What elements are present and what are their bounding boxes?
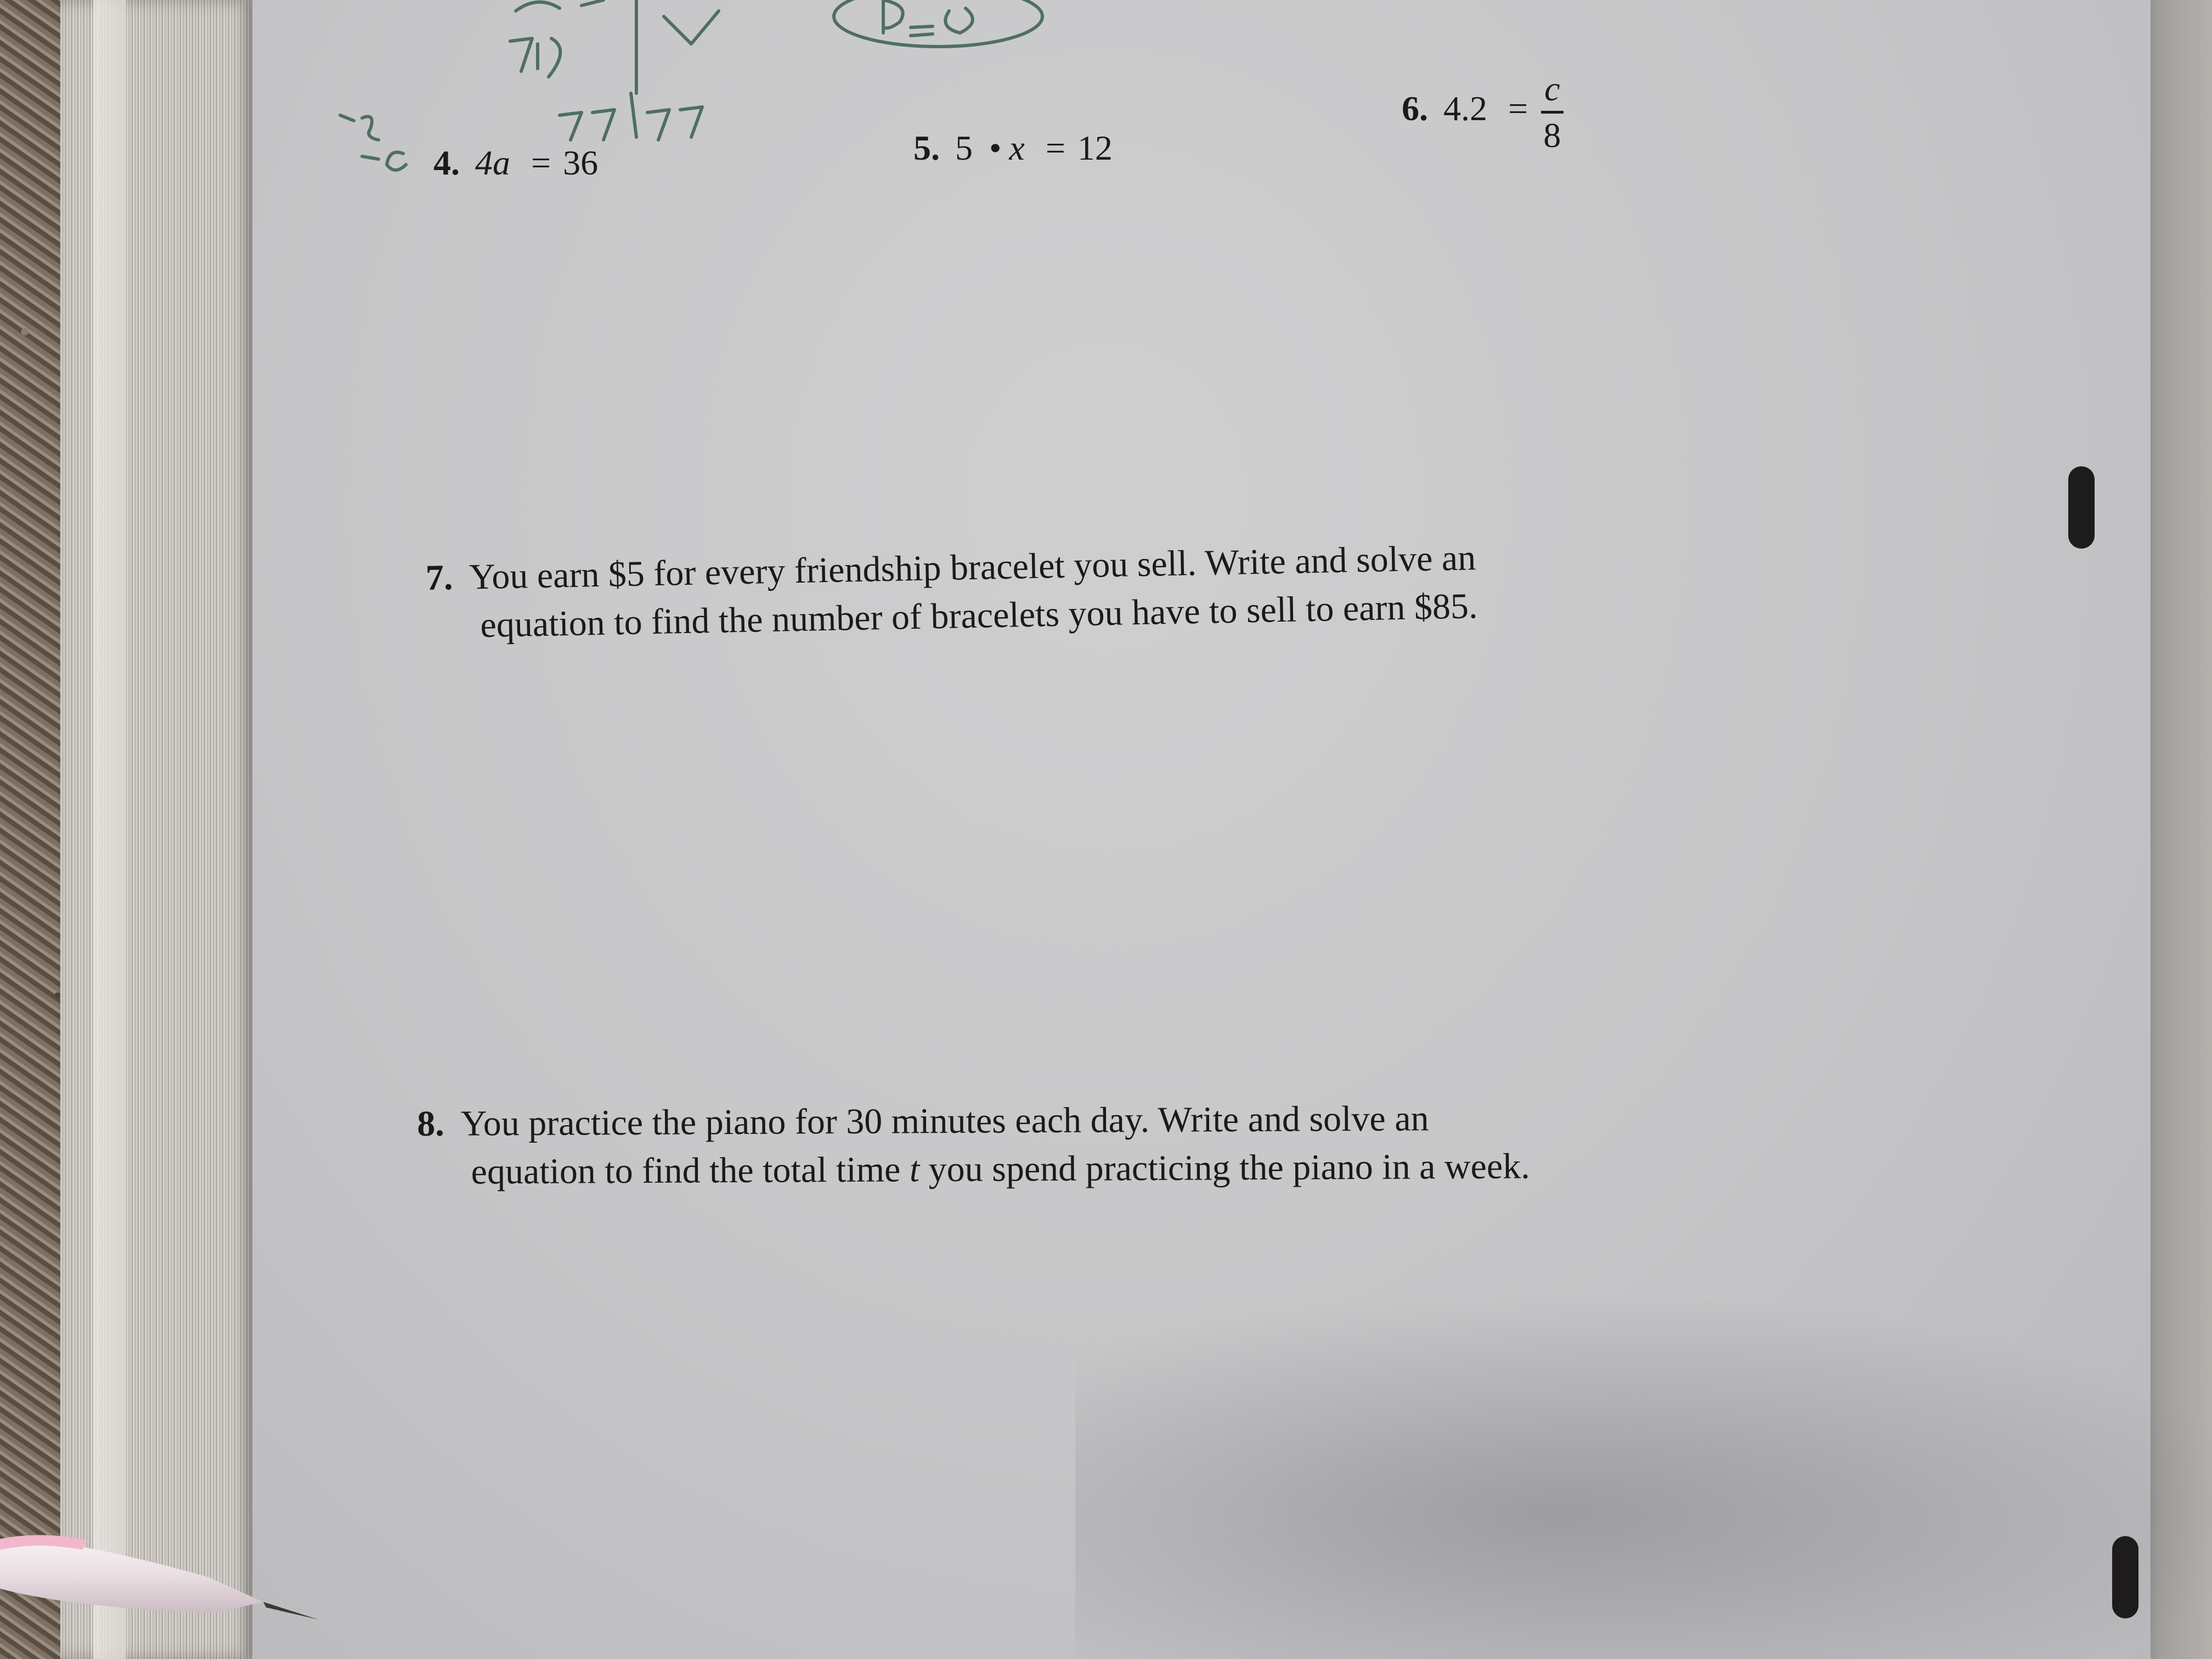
pencil-icon [0, 1525, 329, 1624]
scribble-p-equals-50 [883, 0, 973, 36]
binder-hole-top [2068, 466, 2095, 549]
problem-8-line-2 [417, 1142, 1530, 1197]
scribble-77-77 [560, 93, 702, 140]
page-stack-highlight [93, 0, 126, 1659]
worksheet-page [252, 0, 2151, 1659]
problem-8-line-1: You practice the piano for 30 minutes each day. Write and solve an [460, 1098, 1429, 1144]
problem-6 [1402, 71, 1564, 153]
problem-7-number: 7. [425, 557, 454, 598]
problem-5-rhs: 12 [1077, 128, 1113, 167]
problem-4-rhs: 36 [563, 143, 599, 182]
problem-4 [433, 140, 598, 185]
problem-6-equals: = [1508, 89, 1528, 128]
binder-hole-bottom [2112, 1536, 2138, 1618]
circle-around-answer [834, 0, 1042, 47]
problem-5-equals: = [1045, 128, 1065, 167]
problem-4-equals: = [531, 143, 551, 182]
problem-6-denominator: 8 [1543, 116, 1561, 155]
scribble-7ii [510, 38, 560, 77]
problem-7-line-1: You earn $5 for every friendship bracelet you sell. Write and solve an [469, 538, 1476, 597]
problem-5-variable: x [1009, 128, 1025, 167]
hand-shadow [1075, 1289, 2212, 1659]
binder-page-stack [60, 0, 269, 1659]
problem-7 [425, 534, 1478, 651]
problem-8-line-2-end: you spend practicing the piano in a week. [919, 1146, 1530, 1190]
scribble-top [516, 0, 603, 11]
scribble-6 [362, 153, 406, 171]
problem-5-dot: • [989, 128, 1002, 167]
problem-4-number: 4. [433, 143, 460, 182]
problem-6-number: 6. [1402, 89, 1428, 128]
problem-7-line-2: equation to find the number of bracelets you have to sell to earn $85. [479, 586, 1479, 646]
problem-6-lhs: 4.2 [1443, 89, 1487, 128]
problem-8-line-2-start: equation to find the total time [471, 1149, 910, 1192]
scribble-12 [340, 115, 379, 140]
problem-6-numerator: c [1541, 71, 1563, 114]
problem-8-number: 8. [417, 1103, 444, 1144]
problem-5-number: 5. [913, 128, 940, 167]
problem-4-lhs: 4a [475, 143, 510, 182]
check-mark [664, 11, 719, 44]
problem-5-coefficient: 5 [955, 128, 973, 167]
problem-6-fraction [1541, 71, 1563, 153]
problem-8 [417, 1094, 1530, 1197]
handwritten-marks [252, 0, 1404, 208]
problem-5 [913, 125, 1113, 171]
problem-8-variable-t: t [909, 1149, 920, 1190]
